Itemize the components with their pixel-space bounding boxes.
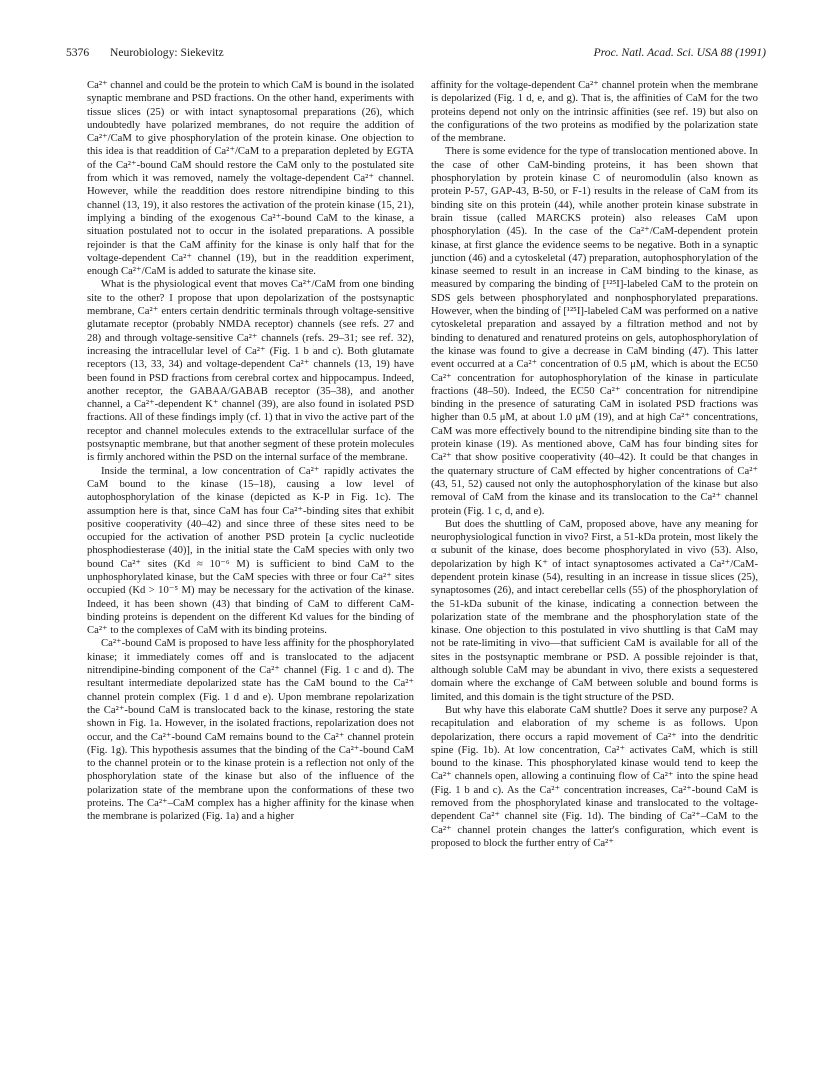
right-column — [431, 79, 758, 850]
paragraph: Ca²⁺ channel and could be the protein to which CaM is bound in the isolated synaptic membrane and PSD fractions. On the other hand, experiments with tissue slices (25) or with intact synaptosomal preparations (26), which undoubtedly have polarized membranes, do not require the addition of Ca²⁺/CaM to give phosphorylation of the protein kinase. One objection to this idea is that readdition of Ca²⁺/CaM to a preparation depleted by EGTA of the Ca²⁺-bound CaM should restore the CaM only to the postulated site from which it was removed, namely the voltage-dependent Ca²⁺ channel. However, while the readdition does restore nitrendipine binding to this channel (13, 19), it also restores the activation of the protein kinase (15, 21), implying a binding of the exogenous Ca²⁺-bound CaM to the kinase, a situation postulated not to occur in the isolated preparations. A possible rejoinder is that the CaM affinity for the kinase is only half that for the voltage-dependent Ca²⁺ channel (19), but in the readdition experiment, enough Ca²⁺/CaM is added to saturate the kinase site. — [87, 80, 414, 278]
paragraph: But does the shuttling of CaM, proposed above, have any meaning for neurophysiological function in vivo? First, a 51-kDa protein, most likely the α subunit of the kinase, does become phosphorylated in vivo (53). Also, depolarization by high K⁺ of intact synaptosomes activated a Ca²⁺/CaM-dependent protein kinase (54), resulting in an increase in tissue slices (25), synaptosomes (26), and intact cerebellar cells (55) of the phosphorylation of the 51-kDa subunit of the kinase, indicating a connection between the polarization state of the membrane and the phosphorylation state of the kinase. One objection to this postulated in vivo shuttling is that CaM may not be rate-limiting in vivo—that sufficient CaM is available for all of the sites in the postsynaptic membrane or PSD. A possible rejoinder is that, although soluble CaM may be abundant in vivo, there exists a sequestered domain where the exchange of CaM between soluble and bound forms is limited, and this domain is the tight structure of the PSD. — [431, 518, 758, 703]
paragraph: But why have this elaborate CaM shuttle? Does it serve any purpose? A recapitulation and elaboration of my scheme is as follows. Upon depolarization, there occurs a rapid movement of Ca²⁺ into the dendritic spine (Fig. 1b). At low concentration, Ca²⁺ activates CaM, which is still bound to the kinase. This phosphorylated kinase would tend to keep the Ca²⁺ channels open, allowing a continuing flow of Ca²⁺ into the spine head (Fig. 1 b and c). As the Ca²⁺ concentration increases, Ca²⁺-bound CaM is removed from the phosphorylated kinase and translocated to the voltage-dependent Ca²⁺ channel site (Fig. 1d). The binding of Ca²⁺–CaM to the Ca²⁺ channel protein changes the latter's configuration, which event is proposed to block the further entry of Ca²⁺ — [431, 704, 758, 849]
section-author: Neurobiology: Siekevitz — [110, 46, 224, 59]
paragraph: affinity for the voltage-dependent Ca²⁺ channel protein when the membrane is depolarized (Fig. 1 d, e, and g). That is, the affinities of CaM for the two proteins depend not only on the intrinsic affinities (see ref. 19) but also on the configurations of the two proteins as modified by the polarization state of the membrane. — [431, 80, 758, 145]
paragraph: Ca²⁺-bound CaM is proposed to have less affinity for the phosphorylated kinase; it immediately comes off and is translocated to the adjacent nitrendipine-binding component of the Ca²⁺ channel (Fig. 1 c and d). The resultant intermediate depolarized state has the CaM bound to the Ca²⁺ channel protein complex (Fig. 1 d and e). Upon membrane repolarization the Ca²⁺-bound CaM is translocated back to the kinase, restoring the state shown in Fig. 1a. However, in the isolated fractions, repolarization does not occur, and the Ca²⁺-bound CaM remains bound to the Ca²⁺ channel protein (Fig. 1g). This hypothesis assumes that the binding of the Ca²⁺-bound CaM to the channel protein or to the kinase protein is a reflection not only of the phosphorylation state of the kinase but also of the influence of the polarization state of the membrane upon the conformations of these two proteins. The Ca²⁺–CaM complex has a higher affinity for the kinase when the membrane is polarized (Fig. 1a) and a higher — [87, 638, 414, 823]
left-column — [87, 79, 414, 824]
paragraph: Inside the terminal, a low concentration of Ca²⁺ rapidly activates the CaM bound to the kinase (15–18), causing a low level of autophosphorylation of the kinase (depicted as K-P in Fig. 1c). The assumption here is that, since CaM has four Ca²⁺-binding sites that exhibit positive cooperativity (40–42) and since three of these sites need to be occupied for the activation of another PSD protein [a cyclic nucleotide phosphodiesterase (40)], in the initial state the CaM species with only two bound Ca²⁺ sites (Kd ≈ 10⁻⁶ M) is sufficient to bind CaM to the unphosphorylated kinase, but the CaM species with three or four Ca²⁺ sites occupied (Kd > 10⁻⁵ M) may be necessary for the activation of the kinase. Indeed, it has been shown (43) that binding of CaM to different CaM-binding proteins is dependent on the different Kd values for the binding of Ca²⁺ to the complexes of CaM with its binding proteins. — [87, 465, 414, 637]
page-header — [66, 46, 766, 64]
paragraph: What is the physiological event that moves Ca²⁺/CaM from one binding site to the other? I propose that upon depolarization of the postsynaptic membrane, Ca²⁺ enters certain dendritic terminals through voltage-sensitive glutamate receptor (probably NMDA receptor) channels (see refs. 27 and 28) and through voltage-sensitive Ca²⁺ channels (refs. 29–31; see ref. 32), increasing the intracellular level of Ca²⁺ (Fig. 1 b and c). Both glutamate receptors (13, 33, 34) and voltage-dependent Ca²⁺ channels (13, 19) have been found in PSD fractions from cerebral cortex and hippocampus. Indeed, another receptor, the GABAA/GABAB receptor (35–38), and another channel, a Ca²⁺-dependent K⁺ channel (39), are also found in isolated PSD fractions. All of these findings imply (cf. 1) that in vivo the active part of the receptor and channel molecules extends to the extracellular surface of the postsynaptic membrane, but that another segment of these protein molecules is firmly anchored within the PSD on the internal surface of the membrane. — [87, 279, 414, 464]
journal-citation: Proc. Natl. Acad. Sci. USA 88 (1991) — [593, 46, 766, 59]
page-number: 5376 — [66, 46, 90, 59]
paragraph: There is some evidence for the type of translocation mentioned above. In the case of other CaM-binding proteins, it has been shown that phosphorylation by protein kinase C of neuromodulin (also known as protein P-57, GAP-43, B-50, or F-1) results in the release of CaM from its binding site on this protein (44), while another protein kinase substrate in brain tissue (called MARCKS protein) also releases CaM upon phosphorylation (45). In the case of the Ca²⁺/CaM-dependent protein kinase, at first glance the evidence seems to be negative. Both in a synaptic junction (46) and a cytoskeletal (47) preparation, autophosphorylation of the kinase seemed to result in an increase in CaM binding to the kinase, as measured by comparing the binding of [¹²⁵I]-labeled CaM to the protein on SDS gels between phosphorylated and nonphosphorylated preparations. However, when the binding of [¹²⁵I]-labeled CaM was performed on a native cytoskeletal preparation and assayed by a filtration method and not by binding to denatured and renatured proteins on gels, autophosphorylation of the kinase was found to give a decrease in CaM binding (47). This latter event occurred at a Ca²⁺ concentration of 0.5 μM, which is about the EC50 Ca²⁺ concentration for autophosphorylation of the kinase in particulate fractions (48–50). Indeed, the EC50 Ca²⁺ concentration for nitrendipine binding in the presence of saturating CaM in isolated PSD fractions was higher than 0.5 μM, at about 1.0 μM (19), and at high Ca²⁺ concentrations, CaM was more effectively bound to the nitrendipine binding site than to the protein kinase (19). As mentioned above, CaM has four binding sites for Ca²⁺ that show positive cooperativity (40–42). It could be that changes in the quaternary structure of CaM effected by higher concentrations of Ca²⁺ (43, 51, 52) caused not only the autophosphorylation of the kinase but also removal of CaM from the kinase and its translocation to the Ca²⁺ channel protein (Fig. 1 c, d, and e). — [431, 146, 758, 517]
